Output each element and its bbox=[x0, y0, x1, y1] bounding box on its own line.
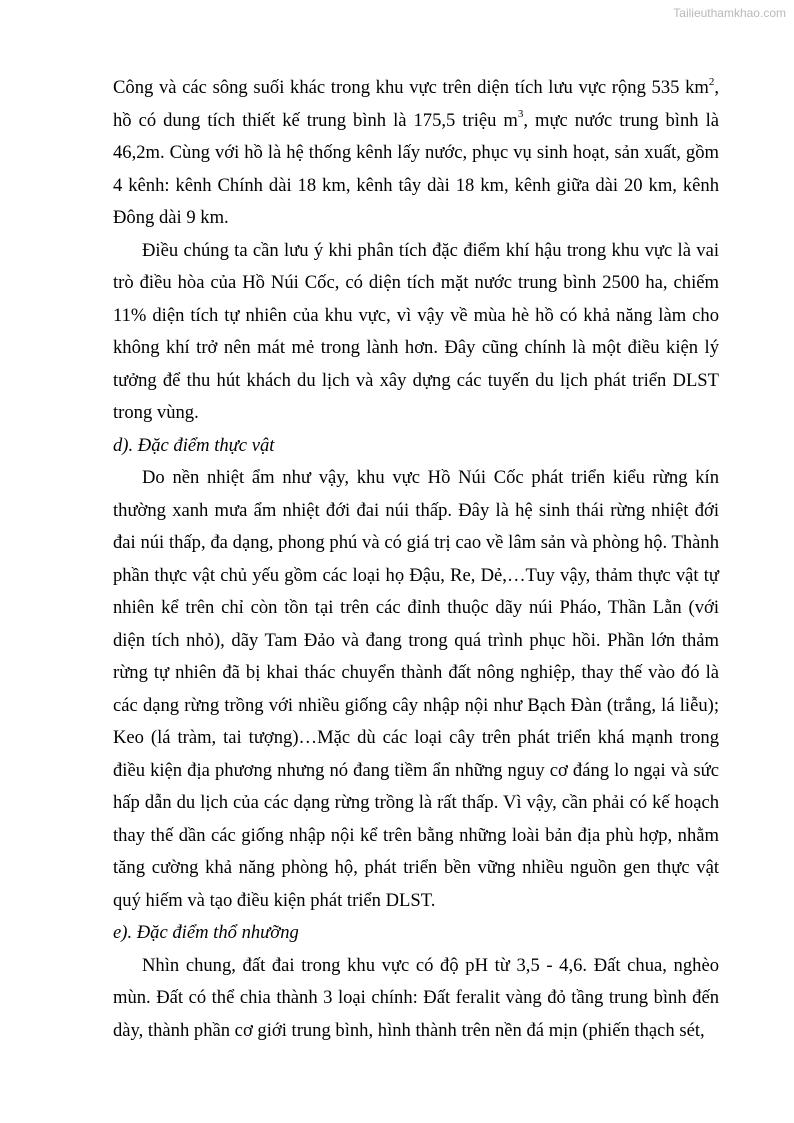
watermark: Tailieuthamkhao.com bbox=[673, 6, 786, 20]
superscript: 3 bbox=[517, 108, 524, 121]
superscript: 2 bbox=[708, 75, 715, 88]
paragraph-text: Công và các sông suối khác trong khu vực trên diện tích lưu vực rộng 535 km bbox=[113, 77, 709, 98]
paragraph-lake-intro bbox=[113, 72, 719, 235]
section-heading-soil: e). Đặc điểm thổ nhưỡng bbox=[113, 922, 299, 943]
paragraph-soil: Nhìn chung, đất đai trong khu vực có độ pH từ 3,5 - 4,6. Đất chua, nghèo mùn. Đất có thể chia thành 3 loại chính: Đất feralit vàng đỏ tầng trung bình đến dày, thành phần cơ giới trung bình, hình thành trên nền đá mịn (phiến thạch sét, bbox=[113, 954, 719, 1041]
paragraph-vegetation: Do nền nhiệt ẩm như vậy, khu vực Hồ Núi Cốc phát triển kiểu rừng kín thường xanh mưa ẩm nhiệt đới đai núi thấp. Đây là hệ sinh thái rừng nhiệt đới đai núi thấp, đa dạng, phong phú và có giá trị cao về lâm sản và phòng hộ. Thành phần thực vật chủ yếu gồm các loại họ Đậu, Re, Dẻ,…Tuy vậy, thảm thực vật tự nhiên kể trên chỉ còn tồn tại trên các đỉnh thuộc dãy núi Pháo, Thần Lằn (với diện tích nhỏ), dãy Tam Đảo và đang trong quá trình phục hồi. Phần lớn thảm rừng tự nhiên đã bị khai thác chuyển thành đất nông nghiệp, thay thế vào đó là các dạng rừng trồng với nhiều giống cây nhập nội như Bạch Đàn (trắng, lá liễu); Keo (lá tràm, tai tượng)…Mặc dù các loại cây trên phát triển khá mạnh trong điều kiện địa phương nhưng nó đang tiềm ẩn những nguy cơ đáng lo ngại và sức hấp dẫn du lịch của các dạng rừng trồng là rất thấp. Vì vậy, cần phải có kế hoạch thay thế dần các giống nhập nội kể trên bằng những loài bản địa phù hợp, nhằm tăng cường khả năng phòng hộ, phát triển bền vững nhiều nguồn gen thực vật quý hiếm và tạo điều kiện phát triển DLST. bbox=[113, 467, 719, 911]
section-heading-vegetation: d). Đặc điểm thực vật bbox=[113, 434, 275, 456]
paragraph-climate-note: Điều chúng ta cần lưu ý khi phân tích đặc điểm khí hậu trong khu vực là vai trò điều hòa của Hồ Núi Cốc, có diện tích mặt nước trung bình 2500 ha, chiếm 11% diện tích tự nhiên của khu vực, vì vậy về mùa hè hồ có khả năng làm cho không khí trở nên mát mẻ trong lành hơn. Đây cũng chính là một điều kiện lý tưởng để thu hút khách du lịch và xây dựng các tuyến du lịch phát triển DLST trong vùng. bbox=[113, 239, 719, 423]
paragraph-text: , hồ có dung tích thiết kế trung bình là 175,5 triệu m bbox=[113, 77, 719, 131]
paragraph-text: , mực nước trung bình là 46,2m. Cùng với hồ là hệ thống kênh lấy nước, phục vụ sinh hoạt, sản xuất, gồm 4 kênh: kênh Chính dài 18 km, kênh tây dài 18 km, kênh giữa dài 20 km, kênh Đông dài 9 km. bbox=[113, 109, 719, 228]
document-body bbox=[113, 72, 719, 1047]
